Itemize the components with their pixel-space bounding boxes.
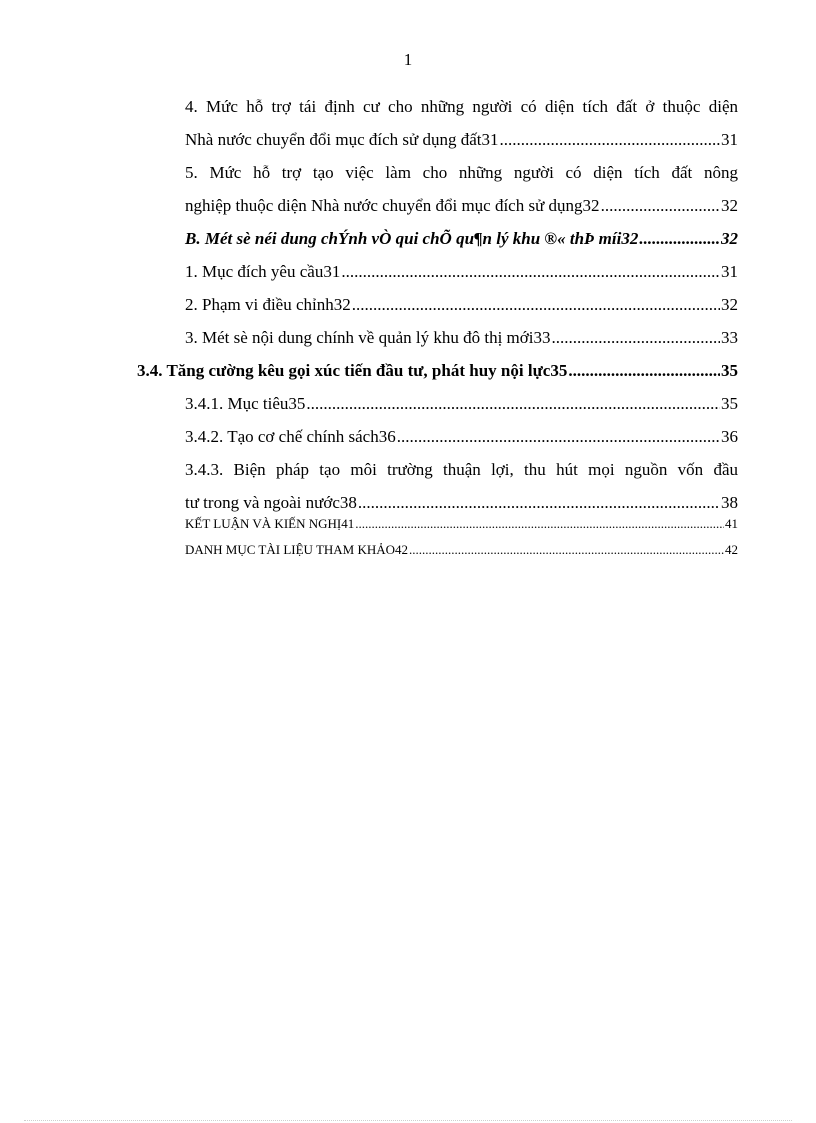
toc-page-number: 41 <box>725 516 738 531</box>
toc-page-number: 35 <box>721 394 738 413</box>
dot-leader <box>397 420 720 453</box>
toc-entry[interactable] <box>185 321 738 354</box>
toc-entry[interactable] <box>185 288 738 321</box>
toc-page-number: 32 <box>721 196 738 215</box>
dot-leader <box>355 511 724 537</box>
dot-leader <box>639 222 720 255</box>
toc-entry[interactable] <box>185 156 738 222</box>
dot-leader <box>500 123 720 156</box>
toc-entry-title: 2. Phạm vi điều chỉnh32 <box>185 295 351 314</box>
toc-entry[interactable] <box>185 90 738 156</box>
toc-entry-title: KẾT LUẬN VÀ KIẾN NGHỊ41 <box>185 516 355 531</box>
toc-entry-text: 3.4.3. Biện pháp tạo môi trường thuận lợi, thu hút mọi nguồn vốn đầu <box>185 460 738 479</box>
toc-entry-title: DANH MỤC TÀI LIỆU THAM KHẢO42 <box>185 542 409 557</box>
dot-leader <box>409 537 724 563</box>
toc-entry-text: 5. Mức hỗ trợ tạo việc làm cho những người có diện tích đất nông <box>185 163 738 182</box>
toc-page-number: 35 <box>721 361 738 380</box>
toc-entry-references[interactable] <box>185 537 738 563</box>
toc-entry-title: tư trong và ngoài nước38 <box>185 493 357 512</box>
toc-entry-title: nghiệp thuộc diện Nhà nước chuyển đổi mục đích sử dụng32 <box>185 196 600 215</box>
dot-leader <box>601 189 720 222</box>
dot-leader <box>352 288 720 321</box>
toc-entry-section[interactable] <box>185 222 738 255</box>
toc-entry-title: B. Mét sè néi dung chÝnh vÒ qui chÕ qu¶n lý khu ®« thÞ míi32 <box>185 229 639 248</box>
toc-page-number: 42 <box>725 542 738 557</box>
dot-leader <box>551 321 720 354</box>
toc-entry[interactable] <box>185 453 738 519</box>
toc-entry-title: Nhà nước chuyển đổi mục đích sử dụng đất31 <box>185 130 499 149</box>
toc-page-number: 38 <box>721 493 738 512</box>
toc-entry[interactable] <box>185 255 738 288</box>
toc-entry-conclusion[interactable] <box>185 511 738 537</box>
toc-entry-title: 3.4.2. Tạo cơ chế chính sách36 <box>185 427 396 446</box>
toc-page-number: 31 <box>721 130 738 149</box>
page-bottom-divider <box>24 1120 792 1121</box>
toc-entry-title: 1. Mục đích yêu cầu31 <box>185 262 341 281</box>
dot-leader <box>306 387 720 420</box>
toc-page-number: 32 <box>721 229 738 248</box>
dot-leader <box>568 354 720 387</box>
toc-entry-text: 4. Mức hỗ trợ tái định cư cho những người có diện tích đất ở thuộc diện <box>185 97 738 116</box>
toc-entry-heading[interactable] <box>137 354 738 387</box>
toc-page-number: 32 <box>721 295 738 314</box>
toc-page-number: 31 <box>721 262 738 281</box>
toc-entry[interactable] <box>185 387 738 420</box>
toc-entry-title: 3. Mét sè nội dung chính về quản lý khu đô thị mới33 <box>185 328 551 347</box>
toc-entry-title: 3.4.1. Mục tiêu35 <box>185 394 306 413</box>
dot-leader <box>341 255 720 288</box>
page-number: 1 <box>403 50 413 69</box>
toc-page-number: 33 <box>721 328 738 347</box>
toc-entry-title: 3.4. Tăng cường kêu gọi xúc tiến đầu tư, phát huy nội lực35 <box>137 361 568 380</box>
toc-page-number: 36 <box>721 427 738 446</box>
toc-entry[interactable] <box>185 420 738 453</box>
